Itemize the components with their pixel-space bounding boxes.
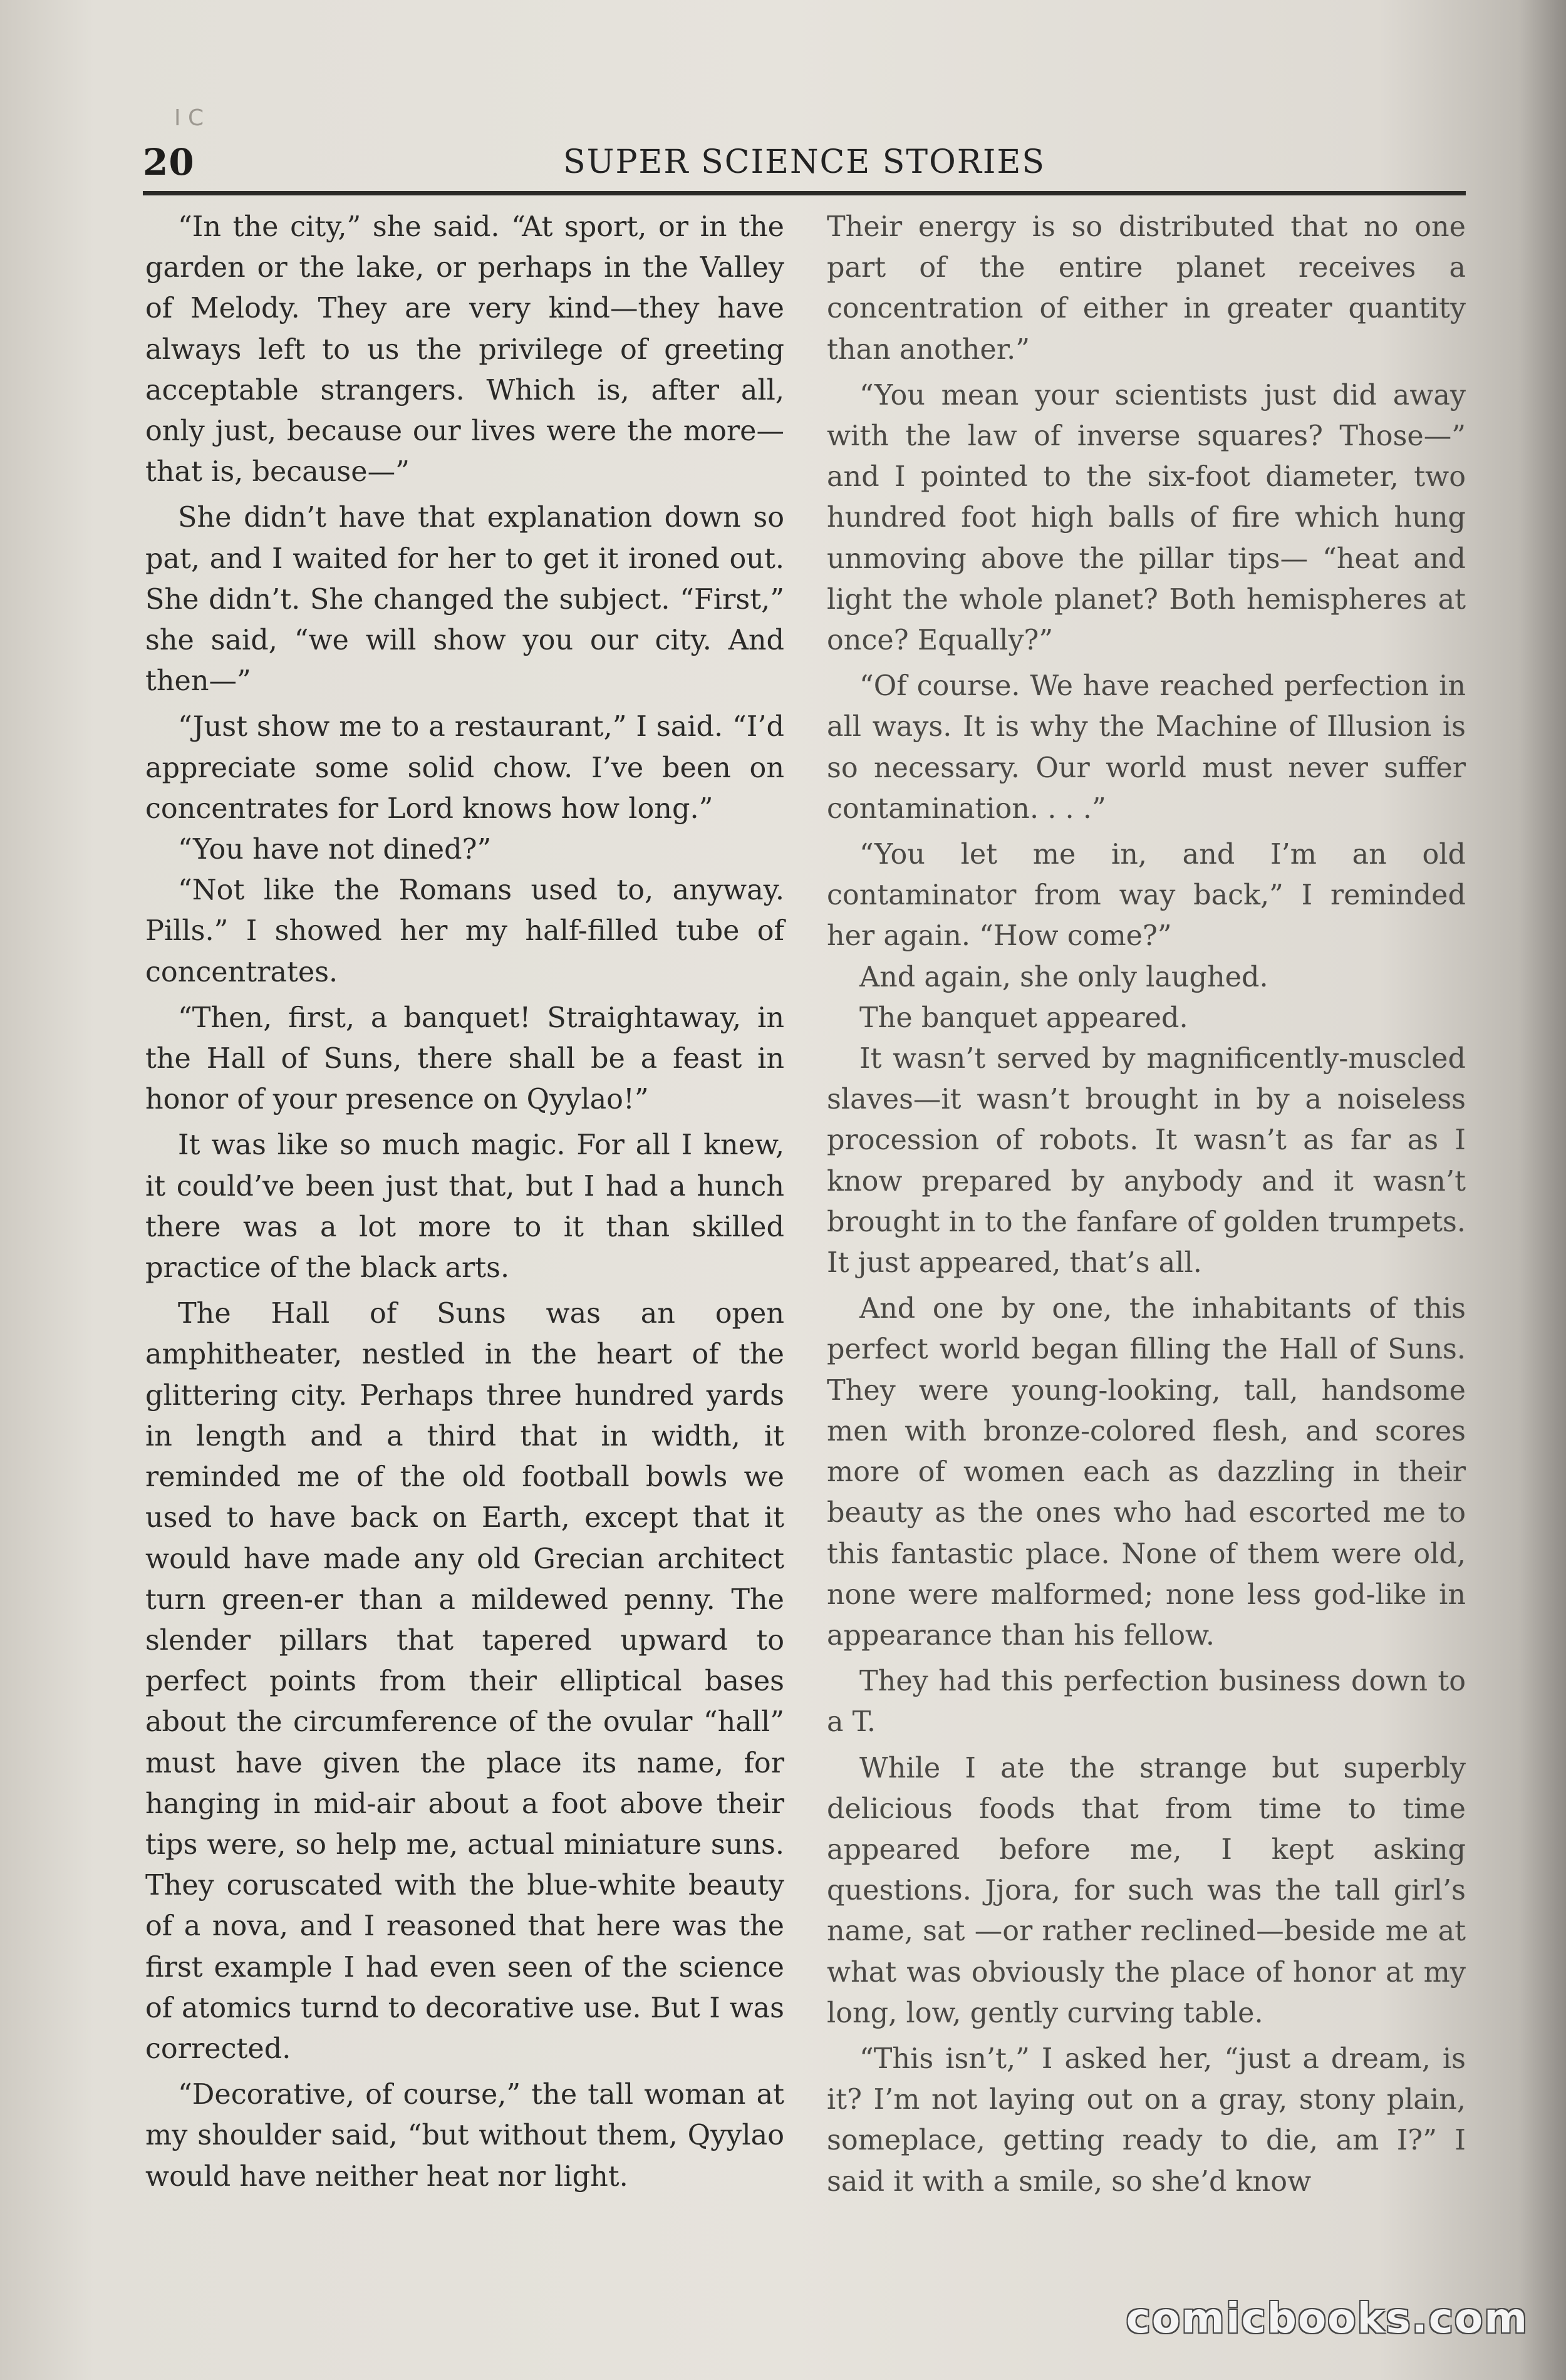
pencil-mark: I C	[174, 105, 204, 131]
paragraph: The Hall of Suns was an open amphitheater, nestled in the heart of the glittering city. Perhaps three hundred yards in length and a third that in width, it reminded me of the old football bowls we used to have back on Earth, except that it would have made any old Grecian architect turn green-er than a mildewed penny. The slender pillars that tapered upward to perfect points from their elliptical bases about the circumference of the ovular “hall” must have given the place its name, for hanging in mid-air about a foot above their tips were, so help me, actual miniature suns. They coruscated with the blue-white beauty of a nova, and I reasoned that here was the first example I had even seen of the science of atomics turnd to decorative use. But I was corrected.	[145, 1298, 784, 2065]
paragraph: Their energy is so distributed that no one part of the entire planet receives a concentration of either in greater quantity than another.”	[827, 211, 1466, 366]
paragraph: “Of course. We have reached perfection in all ways. It is why the Machine of Illusion is so necessary. Our world must never suffer contamination. . . .”	[827, 670, 1466, 825]
paragraph: “Not like the Romans used to, anyway. Pills.” I showed her my half-filled tube of concentrates.	[145, 874, 784, 988]
paragraph: “Just show me to a restaurant,” I said. “I’d appreciate some solid chow. I’ve been on concentrates for Lord knows how long.”	[145, 711, 784, 825]
paragraph: “In the city,” she said. “At sport, or in the garden or the lake, or perhaps in the Valley of Melody. They are very kind—they have always left to us the privilege of greeting acceptable strangers. Which is, after all, only just, because our lives were the more—that is, because—”	[145, 211, 784, 489]
watermark: comicbooks.com	[1126, 2294, 1528, 2342]
paragraph: “Decorative, of course,” the tall woman at my shoulder said, “but without them, Qyylao would have neither heat nor light.	[145, 2079, 784, 2193]
paragraph: “You have not dined?”	[178, 834, 492, 866]
paragraph: The banquet appeared.	[859, 1001, 1188, 1034]
page-number: 20	[143, 141, 195, 184]
right-column	[827, 207, 1466, 2207]
paragraph: “Then, first, a banquet! Straightaway, in the Hall of Suns, there shall be a feast in honor of your presence on Qyylao!”	[145, 1001, 784, 1116]
paragraph: It wasn’t served by magnificently-muscled slaves—it wasn’t brought in by a noiseless procession of robots. It wasn’t as far as I know prepared by anybody and it wasn’t brought in to the fanfare of golden trumpets. It just appeared, that’s all.	[827, 1043, 1466, 1280]
running-head: SUPER SCIENCE STORIES	[563, 143, 1045, 181]
paragraph: And again, she only laughed.	[859, 961, 1268, 993]
paragraph: “You mean your scientists just did away with the law of inverse squares? Those—” and I pointed to the six-foot diameter, two hundred foot high balls of fire which hung unmoving above the pillar tips— “heat and light the whole planet? Both hemispheres at once? Equally?”	[827, 379, 1466, 657]
left-column	[145, 207, 784, 2202]
paragraph: It was like so much magic. For all I knew, it could’ve been just that, but I had a hunch there was a lot more to it than skilled practice of the black arts.	[145, 1129, 784, 1285]
paragraph: She didn’t have that explanation down so pat, and I waited for her to get it ironed out. She didn’t. She changed the subject. “First,” she said, “we will show you our city. And then—”	[145, 502, 784, 698]
paragraph: While I ate the strange but superbly delicious foods that from time to time appeared before me, I kept asking questions. Jjora, for such was the tall girl’s name, sat —or rather reclined—beside me at what was obviously the place of honor at my long, low, gently curving table.	[827, 1752, 1466, 2029]
paragraph: “You let me in, and I’m an old contaminator from way back,” I reminded her again. “How come?”	[827, 839, 1466, 953]
paragraph: “This isn’t,” I asked her, “just a dream, is it? I’m not laying out on a gray, stony plain, someplace, getting ready to die, am I?” I said it with a smile, so she’d know	[827, 2042, 1466, 2198]
paragraph: And one by one, the inhabitants of this perfect world began filling the Hall of Suns. They were young-looking, tall, handsome men with bronze-colored flesh, and scores more of women each as dazzling in their beauty as the ones who had escorted me to this fantastic place. None of them were old, none were malformed; none less god-like in appearance than his fellow.	[827, 1293, 1466, 1652]
header-rule	[143, 191, 1466, 195]
page-header	[143, 141, 1466, 190]
paragraph: They had this perfection business down to a T.	[827, 1665, 1466, 1739]
